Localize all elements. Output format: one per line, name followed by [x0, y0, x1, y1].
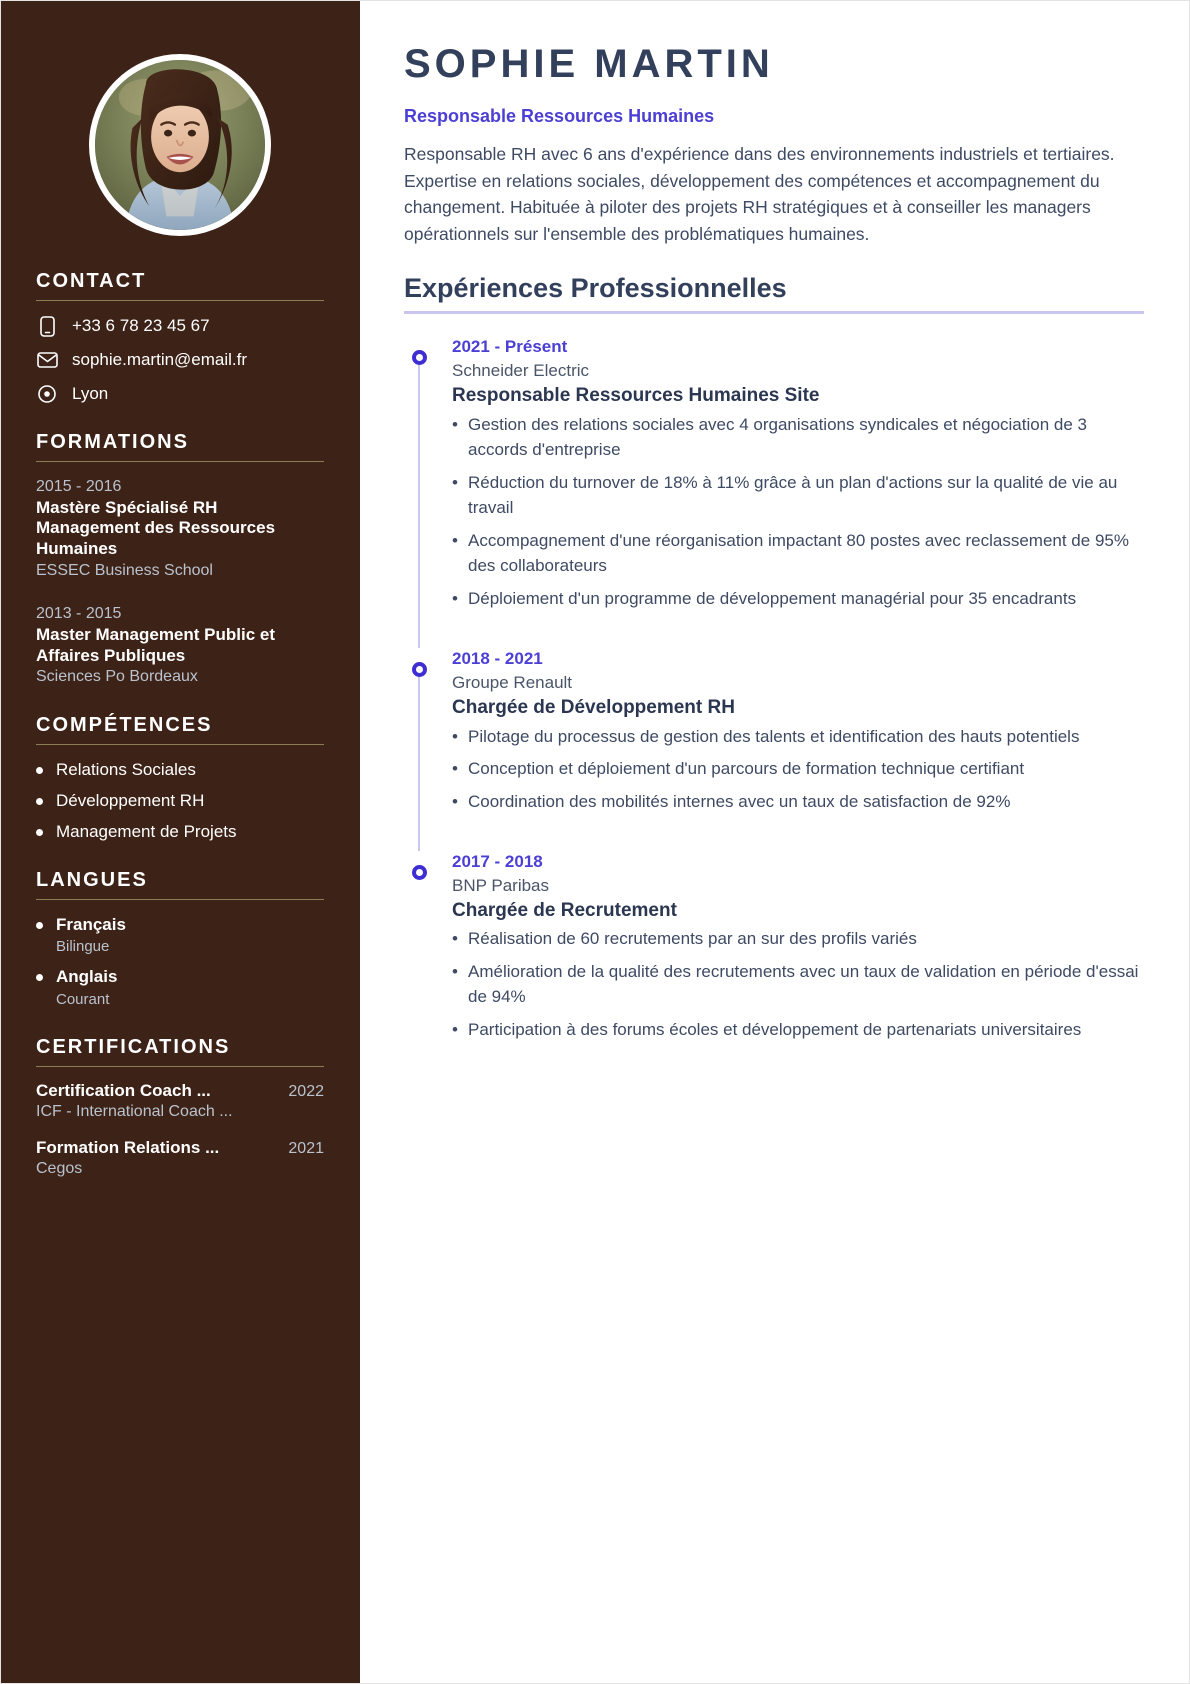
certification-issuer: Cegos	[36, 1160, 83, 1178]
profile-photo-wrapper	[36, 54, 324, 236]
experience-bullet: • Pilotage du processus de gestion des talents et identification des hauts potentiels	[452, 724, 1144, 750]
contact-phone-value: +33 6 78 23 45 67	[72, 316, 210, 335]
timeline-marker-icon	[412, 865, 427, 880]
experience-bullet: • Déploiement d'un programme de développement managérial pour 35 encadrants	[452, 586, 1144, 612]
timeline-marker-icon	[412, 662, 427, 677]
langues-heading: LANGUES	[36, 869, 148, 892]
experience-role: Chargée de Recrutement	[452, 899, 677, 921]
formation-item	[36, 603, 324, 688]
experience-bullet: • Coordination des mobilités internes avec un taux de satisfaction de 92%	[452, 789, 1144, 815]
sidebar	[0, 0, 360, 1684]
contact-location-value: Lyon	[72, 384, 109, 403]
experience-company: BNP Paribas	[452, 875, 550, 895]
experience-role: Responsable Ressources Humaines Site	[452, 385, 820, 407]
location-icon	[36, 383, 58, 405]
certification-year: 2022	[288, 1082, 324, 1100]
bullet-dot-icon	[36, 829, 43, 836]
competences-heading: COMPÉTENCES	[36, 714, 213, 737]
main-content	[360, 0, 1190, 1684]
langue-name: Anglais	[56, 967, 118, 987]
formations-heading: FORMATIONS	[36, 431, 189, 453]
email-icon	[36, 349, 58, 371]
experience-bullet: • Gestion des relations sociales avec 4 organisations syndicales et négociation de 3 accords d'entreprise	[452, 412, 1144, 463]
experience-bullet: • Participation à des forums écoles et développement de partenariats universitaires	[452, 1017, 1144, 1043]
avatar	[89, 54, 271, 236]
certification-name: Certification Coach ...	[36, 1080, 211, 1100]
experience-item	[404, 851, 1144, 1042]
certifications-heading: CERTIFICATIONS	[36, 1035, 231, 1058]
phone-icon	[36, 315, 58, 337]
list-item	[36, 759, 324, 781]
experience-bullet: • Amélioration de la qualité des recrutements avec un taux de validation en période d'essai de 94%	[452, 959, 1144, 1010]
experience-item	[404, 336, 1144, 648]
list-item	[36, 1138, 324, 1180]
experience-company: Groupe Renault	[452, 673, 573, 693]
profile-summary: Responsable RH avec 6 ans d'expérience dans des environnements industriels et tertiaires. Expertise en relations sociales, développement des compétences et accompagnement du changement. Habituée à piloter des projets RH stratégiques et à conseiller les managers opérationnels sur l'ensemble des problématiques humaines.	[404, 144, 1115, 244]
timeline-marker-icon	[412, 350, 427, 365]
formation-date: 2015 - 2016	[36, 478, 122, 495]
formation-degree: Master Management Public et Affaires Publiques	[36, 624, 276, 665]
langue-name: Français	[56, 915, 126, 935]
list-item	[36, 821, 324, 843]
contact-location[interactable]	[36, 383, 324, 405]
bullet-dot-icon	[36, 767, 43, 774]
experience-bullets	[452, 724, 1144, 815]
formation-degree: Mastère Spécialisé RH Management des Ressources Humaines	[36, 497, 276, 559]
formation-item	[36, 476, 324, 581]
langue-level: Bilingue	[56, 938, 110, 956]
certification-issuer: ICF - International Coach ...	[36, 1102, 233, 1120]
certification-year: 2021	[288, 1140, 324, 1158]
competences-divider	[36, 744, 324, 745]
formations-section	[36, 431, 324, 688]
portrait-photo-icon	[95, 60, 265, 230]
experience-bullet: • Conception et déploiement d'un parcours de formation technique certifiant	[452, 756, 1144, 782]
contact-heading: CONTACT	[36, 270, 147, 292]
list-item	[36, 1081, 324, 1123]
experience-bullets	[452, 412, 1144, 612]
certification-name: Formation Relations ...	[36, 1138, 220, 1158]
experience-bullet: • Accompagnement d'une réorganisation impactant 80 postes avec reclassement de 95% des collaborateurs	[452, 528, 1144, 579]
contact-email-value: sophie.martin@email.fr	[72, 350, 248, 369]
contact-section	[36, 270, 324, 405]
job-title: Responsable Ressources Humaines	[404, 106, 715, 126]
competences-list	[36, 759, 324, 843]
competence-label: Management de Projets	[56, 822, 237, 842]
contact-divider	[36, 300, 324, 301]
experience-item	[404, 648, 1144, 851]
experience-date: 2021 - Présent	[452, 337, 568, 357]
page-title: SOPHIE MARTIN	[404, 42, 774, 86]
experience-heading: Expériences Professionnelles	[404, 273, 787, 304]
experience-timeline	[404, 336, 1144, 1042]
experience-divider	[404, 311, 1144, 314]
contact-email[interactable]	[36, 349, 324, 371]
certifications-divider	[36, 1066, 324, 1067]
list-item	[36, 966, 324, 1009]
experience-date: 2017 - 2018	[452, 852, 543, 872]
experience-bullet: • Réalisation de 60 recrutements par an sur des profils variés	[452, 926, 1144, 952]
experience-company: Schneider Electric	[452, 361, 590, 381]
formation-school: Sciences Po Bordeaux	[36, 668, 198, 686]
langues-section	[36, 869, 324, 1009]
experience-bullets	[452, 926, 1144, 1042]
formations-divider	[36, 461, 324, 462]
langues-divider	[36, 899, 324, 900]
experience-role: Chargée de Développement RH	[452, 696, 735, 718]
list-item	[36, 790, 324, 812]
bullet-dot-icon	[36, 922, 43, 929]
competence-label: Relations Sociales	[56, 760, 196, 780]
formation-school: ESSEC Business School	[36, 561, 213, 579]
competences-section	[36, 714, 324, 843]
experience-bullet: • Réduction du turnover de 18% à 11% grâce à un plan d'actions sur la qualité de vie au travail	[452, 470, 1144, 521]
bullet-dot-icon	[36, 798, 43, 805]
list-item	[36, 914, 324, 957]
certifications-section	[36, 1036, 324, 1180]
langue-level: Courant	[56, 990, 110, 1008]
contact-phone[interactable]	[36, 315, 324, 337]
formation-date: 2013 - 2015	[36, 605, 122, 623]
bullet-dot-icon	[36, 974, 43, 981]
experience-date: 2018 - 2021	[452, 649, 543, 669]
competence-label: Développement RH	[56, 791, 205, 811]
